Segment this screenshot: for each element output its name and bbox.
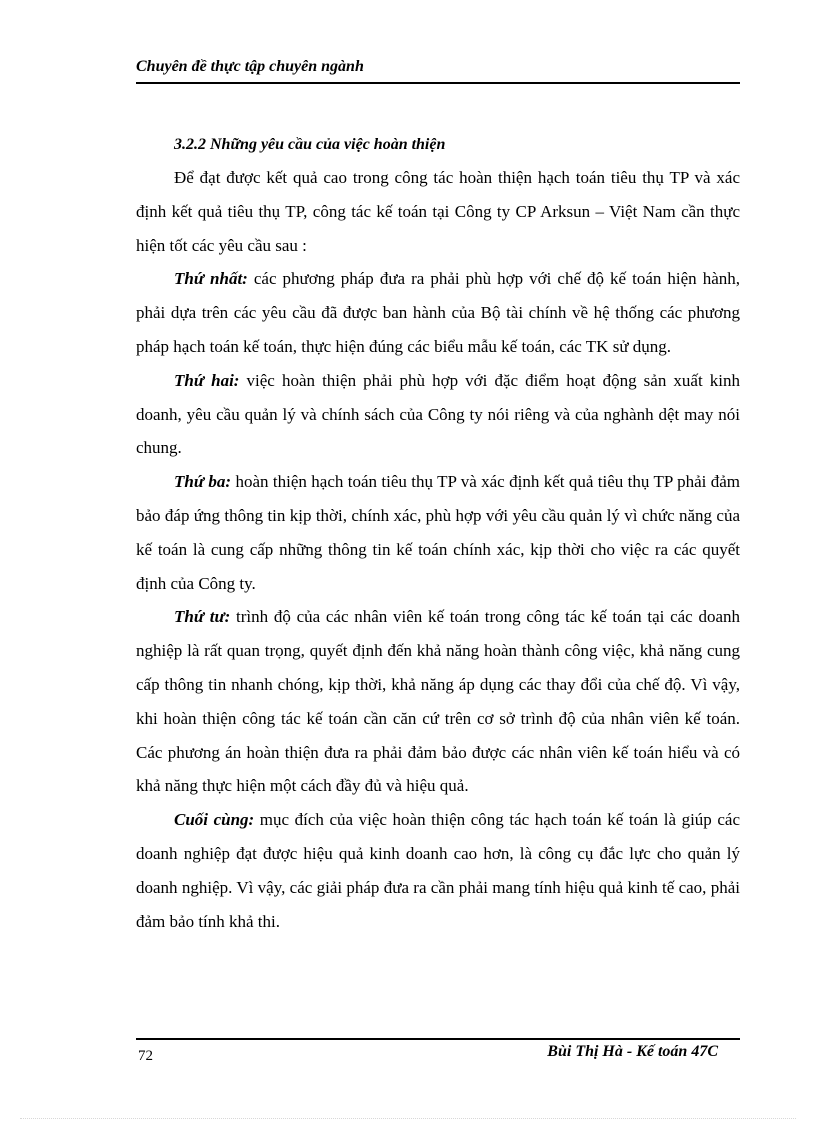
page-number: 72 — [138, 1048, 153, 1064]
requirement-lead: Cuối cùng: — [174, 810, 255, 830]
footer-author: Bùi Thị Hà - Kế toán 47C — [547, 1043, 718, 1060]
requirement-paragraph-3 — [136, 465, 740, 600]
header-divider — [136, 82, 740, 84]
document-body — [136, 128, 740, 938]
requirement-paragraph-1 — [136, 262, 740, 363]
requirement-paragraph-5 — [136, 803, 740, 938]
requirement-lead: Thứ nhất: — [174, 269, 248, 289]
requirement-text: các phương pháp đưa ra phải phù hợp với chế độ kế toán hiện hành, phải dựa trên các yêu cầu đã được ban hành của Bộ tài chính về hệ thống các phương pháp hạch toán kế toán, thực hiện đúng các biểu mẫu kế toán, các TK sử dụng. — [136, 269, 740, 356]
page-bottom-edge — [20, 1118, 796, 1119]
running-header: Chuyên đề thực tập chuyên ngành — [136, 58, 364, 75]
requirement-lead: Thứ hai: — [174, 370, 240, 390]
requirement-paragraph-2 — [136, 364, 740, 465]
requirement-lead: Thứ tư: — [174, 607, 231, 627]
requirement-lead: Thứ ba: — [174, 472, 232, 492]
requirement-text: trình độ của các nhân viên kế toán trong công tác kế toán tại các doanh nghiệp là rất quan trọng, quyết định đến khả năng hoàn thành công việc, khả năng cung cấp thông tin nhanh chóng, kịp thời, khả năng áp dụng các thay đổi của chế độ. Vì vậy, khi hoàn thiện công tác kế toán cần căn cứ trên cơ sở trình độ của nhân viên kế toán. Các phương án hoàn thiện đưa ra phải đảm bảo được các nhân viên kế toán hiểu và có khả năng thực hiện một cách đầy đủ và hiệu quả. — [136, 607, 740, 796]
intro-paragraph: Để đạt được kết quả cao trong công tác hoàn thiện hạch toán tiêu thụ TP và xác định kết quả tiêu thụ TP, công tác kế toán tại Công ty CP Arksun – Việt Nam cần thực hiện tốt các yêu cầu sau : — [136, 168, 740, 255]
section-heading: 3.2.2 Những yêu cầu của việc hoàn thiện — [174, 136, 446, 153]
requirement-paragraph-4 — [136, 600, 740, 803]
footer-divider — [136, 1038, 740, 1040]
requirement-text: mục đích của việc hoàn thiện công tác hạch toán kế toán là giúp các doanh nghiệp đạt được hiệu quả kinh doanh cao hơn, là công cụ đắc lực cho quản lý doanh nghiệp. Vì vậy, các giải pháp đưa ra cần phải mang tính hiệu quả kinh tế cao, phải đảm bảo tính khả thi. — [136, 810, 741, 931]
requirement-text: hoàn thiện hạch toán tiêu thụ TP và xác định kết quả tiêu thụ TP phải đảm bảo đáp ứng thông tin kịp thời, chính xác, phù hợp với yêu cầu quản lý vì chức năng của kế toán là cung cấp những thông tin kế toán chính xác, kịp thời cho việc ra các quyết định của Công ty. — [136, 472, 740, 593]
requirement-text: việc hoàn thiện phải phù hợp với đặc điểm hoạt động sản xuất kinh doanh, yêu cầu quản lý và chính sách của Công ty nói riêng và của nghành dệt may nói chung. — [136, 370, 740, 458]
